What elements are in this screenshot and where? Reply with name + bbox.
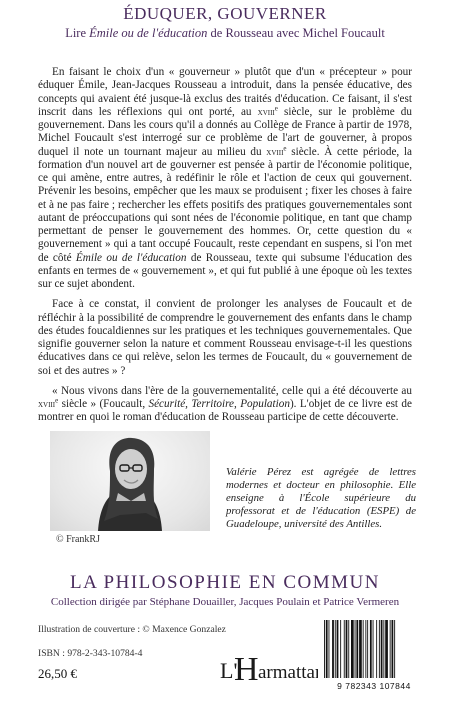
p3-work-title: Sécurité, Territoire, Population: [148, 398, 290, 410]
isbn: ISBN : 978-2-343-10784-4: [38, 648, 143, 659]
price: 26,50 €: [38, 666, 77, 681]
p3-part-c: ). L'objet de ce livre est de montrer en quoi le roman d'éducation de Rousseau participe de cette découverte.: [38, 398, 412, 424]
barcode-digits: 9 782343 107844: [337, 681, 411, 691]
paragraph-1: [38, 66, 412, 291]
author-portrait-icon: [50, 431, 210, 531]
century-numeral: xviii: [38, 399, 56, 410]
logo-h-text: H: [234, 651, 259, 688]
collection-directors: Collection dirigée par Stéphane Douailler, Jacques Poulain et Patrice Vermeren: [50, 596, 400, 608]
photo-credit: © FrankRJ: [56, 534, 100, 545]
subtitle-work-title: Émile ou de l'éducation: [89, 26, 208, 40]
p1-part-c: siècle. À cette période, la formation d'un nouvel art de gouverner est pensée à partir de l'économie politique, ce qui amène, entre autres, à redéfinir le rôle et l'action de ceux qui gouvernent. Prévenir les besoins, empêcher que les maux se produisent ; fixer les choses à faire et à ne pas faire ; rechercher les effets positifs des pratiques gouvernementales sont autant de préoccupations qui sont nées de l'économie politique, en tant que champ permettant de penser le gouvernement des hommes. Or, cette question du « gouvernement » qui a tant occupé Foucault, reste cependant en suspens, si l'on met de côté: [38, 145, 412, 264]
century-suffix: e: [283, 143, 287, 152]
century-suffix: e: [55, 396, 59, 405]
logo-rest-text: armattan: [258, 662, 318, 683]
book-subtitle: [0, 26, 450, 41]
barcode: [322, 620, 426, 680]
p3-part-b: siècle » (Foucault,: [58, 398, 149, 410]
back-cover-text: [38, 66, 412, 425]
author-photo: [50, 431, 210, 531]
p1-part-d: de Rousseau, texte qui subsume l'éducation des enfants en termes de « gouvernement », et qui fut publié à une époque où les textes sur ce sujet abondent.: [38, 251, 412, 290]
publisher-logo: [218, 640, 318, 690]
p1-part-a: En faisant le choix d'un « gouverneur » plutôt que d'un « précepteur » pour éduquer Émile, Jean-Jacques Rousseau a introduit, dans la pensée éducative, des concepts qui avaient été jusque-là exclus des traités d'éducation. Ce faisant, il s'est inscrit dans les réflexions qui ont porté, au: [38, 66, 412, 118]
p1-part-b: siècle, sur le problème du gouvernement. Dans les cours qu'il a donnés au Collège de France à partir de 1978, Michel Foucault s'est interrogé sur ce problème de l'art de gouverner, à propos duquel il note un tournant majeur au milieu du: [38, 105, 412, 158]
p1-work-title: Émile ou de l'éducation: [75, 251, 187, 264]
author-bio: Valérie Pérez est agrégée de lettres modernes et docteur en philosophie. Elle enseigne à l'École supérieure du professorat et de l'éducation (ESPE) de Guadeloupe, université des Antilles.: [226, 466, 416, 530]
cover-illustration-credit: Illustration de couverture : © Maxence Gonzalez: [38, 624, 226, 635]
p3-part-a: « Nous vivons dans l'ère de la gouvernementalité, celle qui a été découverte au: [52, 384, 412, 397]
paragraph-2: Face à ce constat, il convient de prolonger les analyses de Foucault et de réfléchir à la possibilité de comprendre le gouvernement des enfants dans le champ des études foucaldiennes sur les pratiques et les techniques gouvernementales. Que signifie gouverner selon la nature et comment Rousseau envisage-t-il les questions éducatives dans ce qui relève, selon les termes de Foucault, du « gouvernement de soi et des autres » ?: [38, 298, 412, 377]
century-numeral: xviii: [257, 106, 275, 118]
subtitle-tail: de Rousseau avec Michel Foucault: [207, 26, 385, 40]
logo-l-text: L': [220, 658, 238, 683]
book-title: ÉDUQUER, GOUVERNER: [123, 4, 327, 23]
paragraph-3: [38, 385, 412, 425]
century-suffix: e: [274, 104, 278, 113]
harmattan-logo-icon: [218, 640, 318, 690]
collection-name: LA PHILOSOPHIE EN COMMUN: [70, 572, 380, 593]
century-numeral: xviii: [266, 146, 284, 158]
barcode-icon: [322, 620, 426, 680]
subtitle-lead: Lire: [65, 26, 90, 40]
